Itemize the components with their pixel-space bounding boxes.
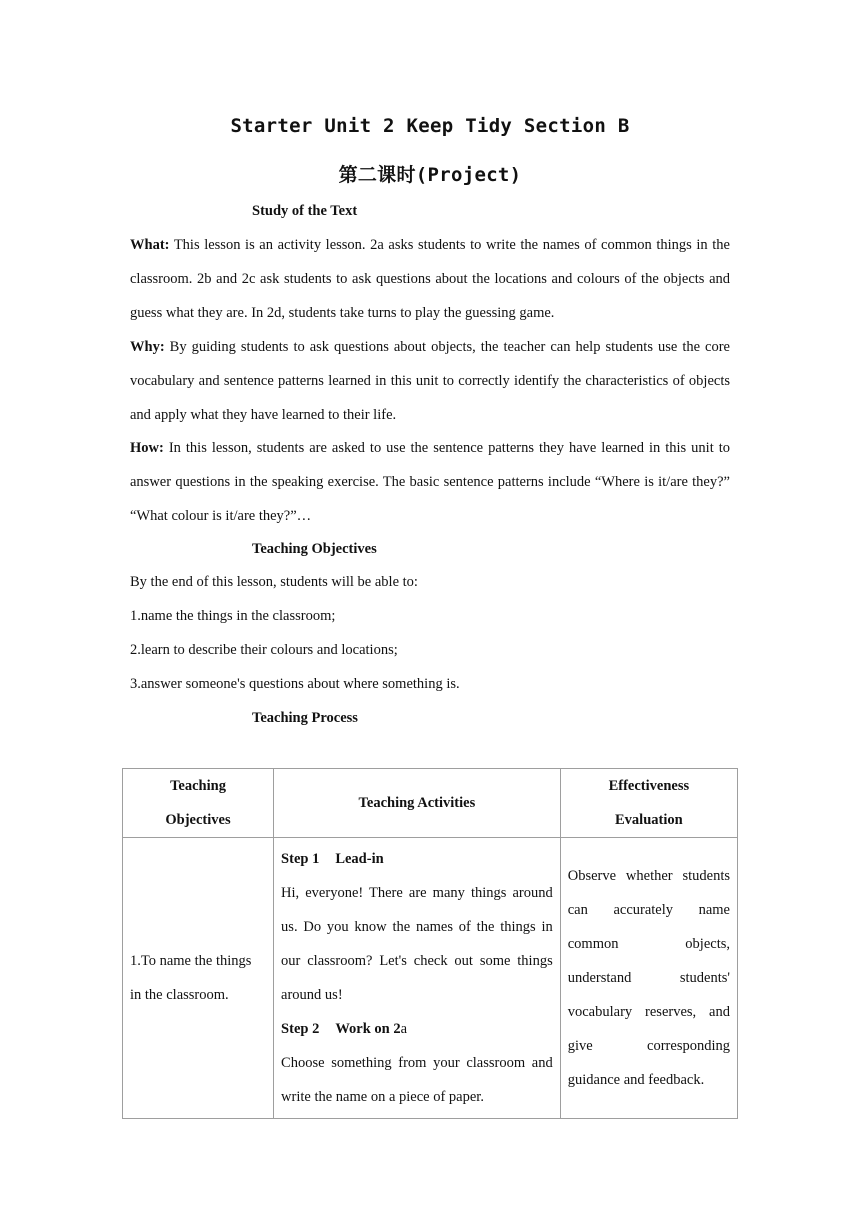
column-header-evaluation: Effectiveness Evaluation [560, 769, 737, 838]
table-header-row [123, 769, 738, 838]
objective-item-1: 1.name the things in the classroom; [130, 608, 336, 624]
column-header-objectives: Teaching Objectives [123, 769, 274, 838]
objectives-intro: By the end of this lesson, students will be able to: [130, 574, 418, 590]
row-evaluation: Observe whether students can accurately name common objects, understand students' vocabulary reserves, and give corresponding guidance and feedback. [560, 838, 737, 1119]
step1-text: Hi, everyone! There are many things around us. Do you know the names of the things in our classroom? Let's check out some things around us! [281, 885, 553, 1003]
document-title: Starter Unit 2 Keep Tidy Section B [230, 115, 630, 137]
why-paragraph [130, 330, 730, 432]
row-activities [274, 838, 561, 1119]
objective-item-3: 3.answer someone's questions about where something is. [130, 676, 460, 692]
how-text: In this lesson, students are asked to use the sentence patterns they have learned in this unit to answer questions in the speaking exercise. The basic sentence patterns include “Where is it/are they?” “What colour is it/are they?”… [130, 440, 730, 524]
study-heading: Study of the Text [252, 203, 358, 219]
objectives-heading: Teaching Objectives [252, 541, 377, 557]
what-paragraph [130, 228, 730, 330]
how-paragraph [130, 431, 730, 533]
step1-heading: Step 1 Lead-in [281, 851, 384, 867]
objective-item-2: 2.learn to describe their colours and locations; [130, 642, 398, 658]
why-label: Why: [130, 339, 165, 355]
teaching-process-table [122, 768, 738, 1119]
what-label: What: [130, 237, 170, 253]
how-label: How: [130, 440, 164, 456]
process-heading: Teaching Process [252, 710, 358, 726]
what-text: This lesson is an activity lesson. 2a asks students to write the names of common things in the classroom. 2b and 2c ask students to ask questions about the locations and colours of the objects and guess what they are. In 2d, students take turns to play the guessing game. [130, 237, 730, 321]
step2-heading: Step 2 Work on 2a [281, 1021, 408, 1037]
row-objective: 1.To name the things in the classroom. [123, 838, 274, 1119]
step2-text: Choose something from your classroom and write the name on a piece of paper. [281, 1055, 553, 1105]
column-header-activities: Teaching Activities [274, 769, 561, 838]
document-subtitle: 第二课时(Project) [338, 164, 522, 186]
table-row [123, 838, 738, 1119]
why-text: By guiding students to ask questions about objects, the teacher can help students use the core vocabulary and sentence patterns learned in this unit to correctly identify the characteristics of objects and apply what they have learned to their life. [130, 339, 730, 423]
